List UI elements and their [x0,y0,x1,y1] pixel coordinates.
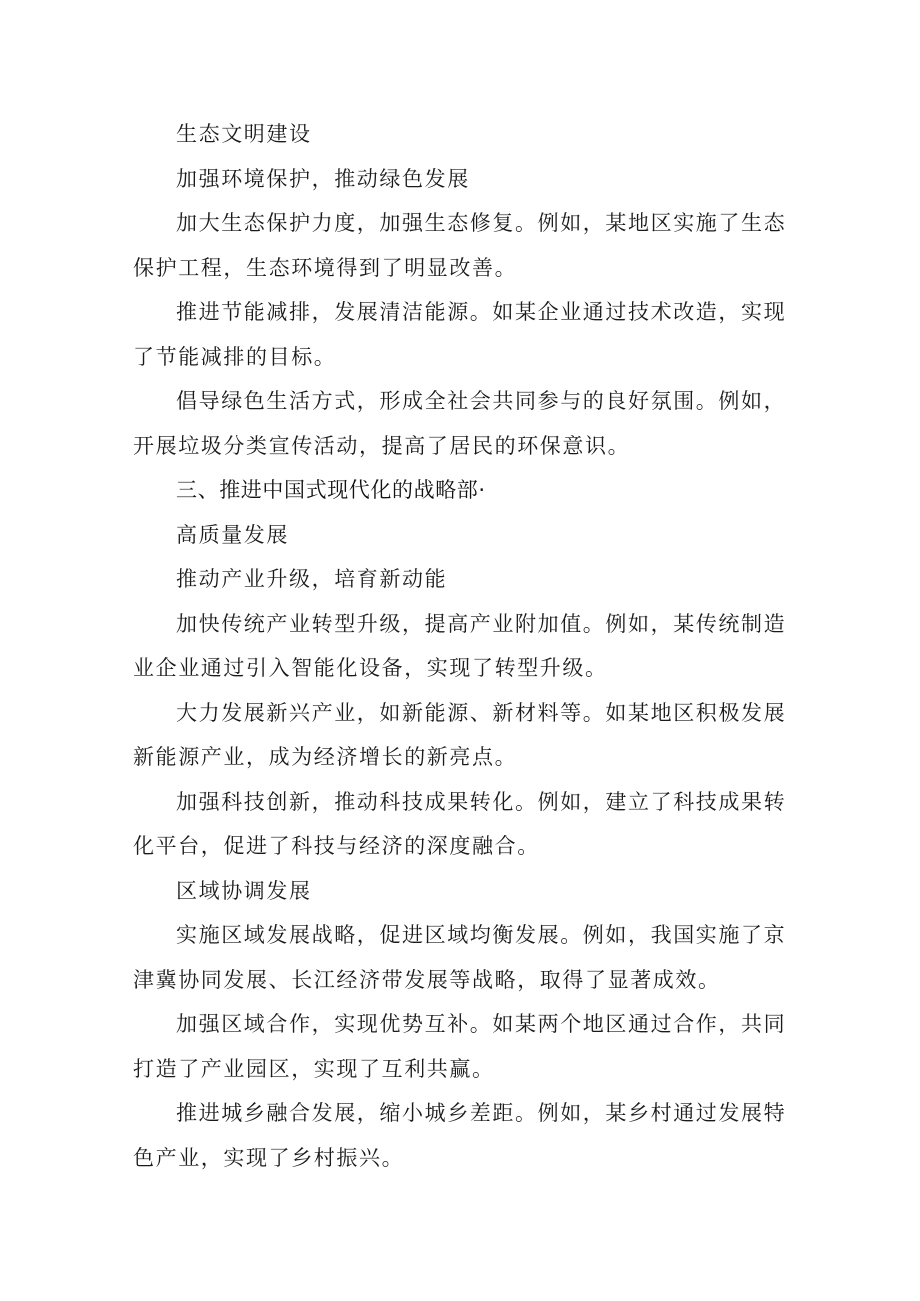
paragraph: 加快传统产业转型升级，提高产业附加值。例如，某传统制造业企业通过引入智能化设备，实现了转型升级。 [133,611,787,680]
subheading-industrial-upgrade: 推动产业升级，培育新动能 [176,567,448,591]
subheading-regional-coordination: 区域协调发展 [176,878,312,903]
paragraph: 大力发展新兴产业，如新能源、新材料等。如某地区积极发展新能源产业，成为经济增长的新亮点。 [133,700,787,769]
paragraph: 推进节能减排，发展清洁能源。如某企业通过技术改造，实现了节能减排的目标。 [133,300,787,369]
paragraph: 推进城乡融合发展，缩小城乡差距。例如，某乡村通过发展特色产业，实现了乡村振兴。 [133,1101,787,1170]
paragraph: 加强科技创新，推动科技成果转化。例如，建立了科技成果转化平台，促进了科技与经济的深度融合。 [133,789,787,858]
document-body [133,112,793,1180]
paragraph: 实施区域发展战略，促进区域均衡发展。例如，我国实施了京津冀协同发展、长江经济带发展等战略，取得了显著成效。 [133,923,787,992]
subheading-ecological-civilization: 生态文明建设 [176,122,312,146]
paragraph: 加强区域合作，实现优势互补。如某两个地区通过合作，共同打造了产业园区，实现了互利共赢。 [133,1012,787,1081]
subheading-environment-protection: 加强环境保护，推动绿色发展 [176,166,470,191]
paragraph: 倡导绿色生活方式，形成全社会共同参与的良好氛围。例如，开展垃圾分类宣传活动，提高了居民的环保意识。 [133,389,787,458]
subheading-high-quality-development: 高质量发展 [176,522,289,547]
paragraph: 加大生态保护力度，加强生态修复。例如，某地区实施了生态保护工程，生态环境得到了明显改善。 [133,211,787,280]
section-heading-three: 三、推进中国式现代化的战略部· [176,478,486,502]
